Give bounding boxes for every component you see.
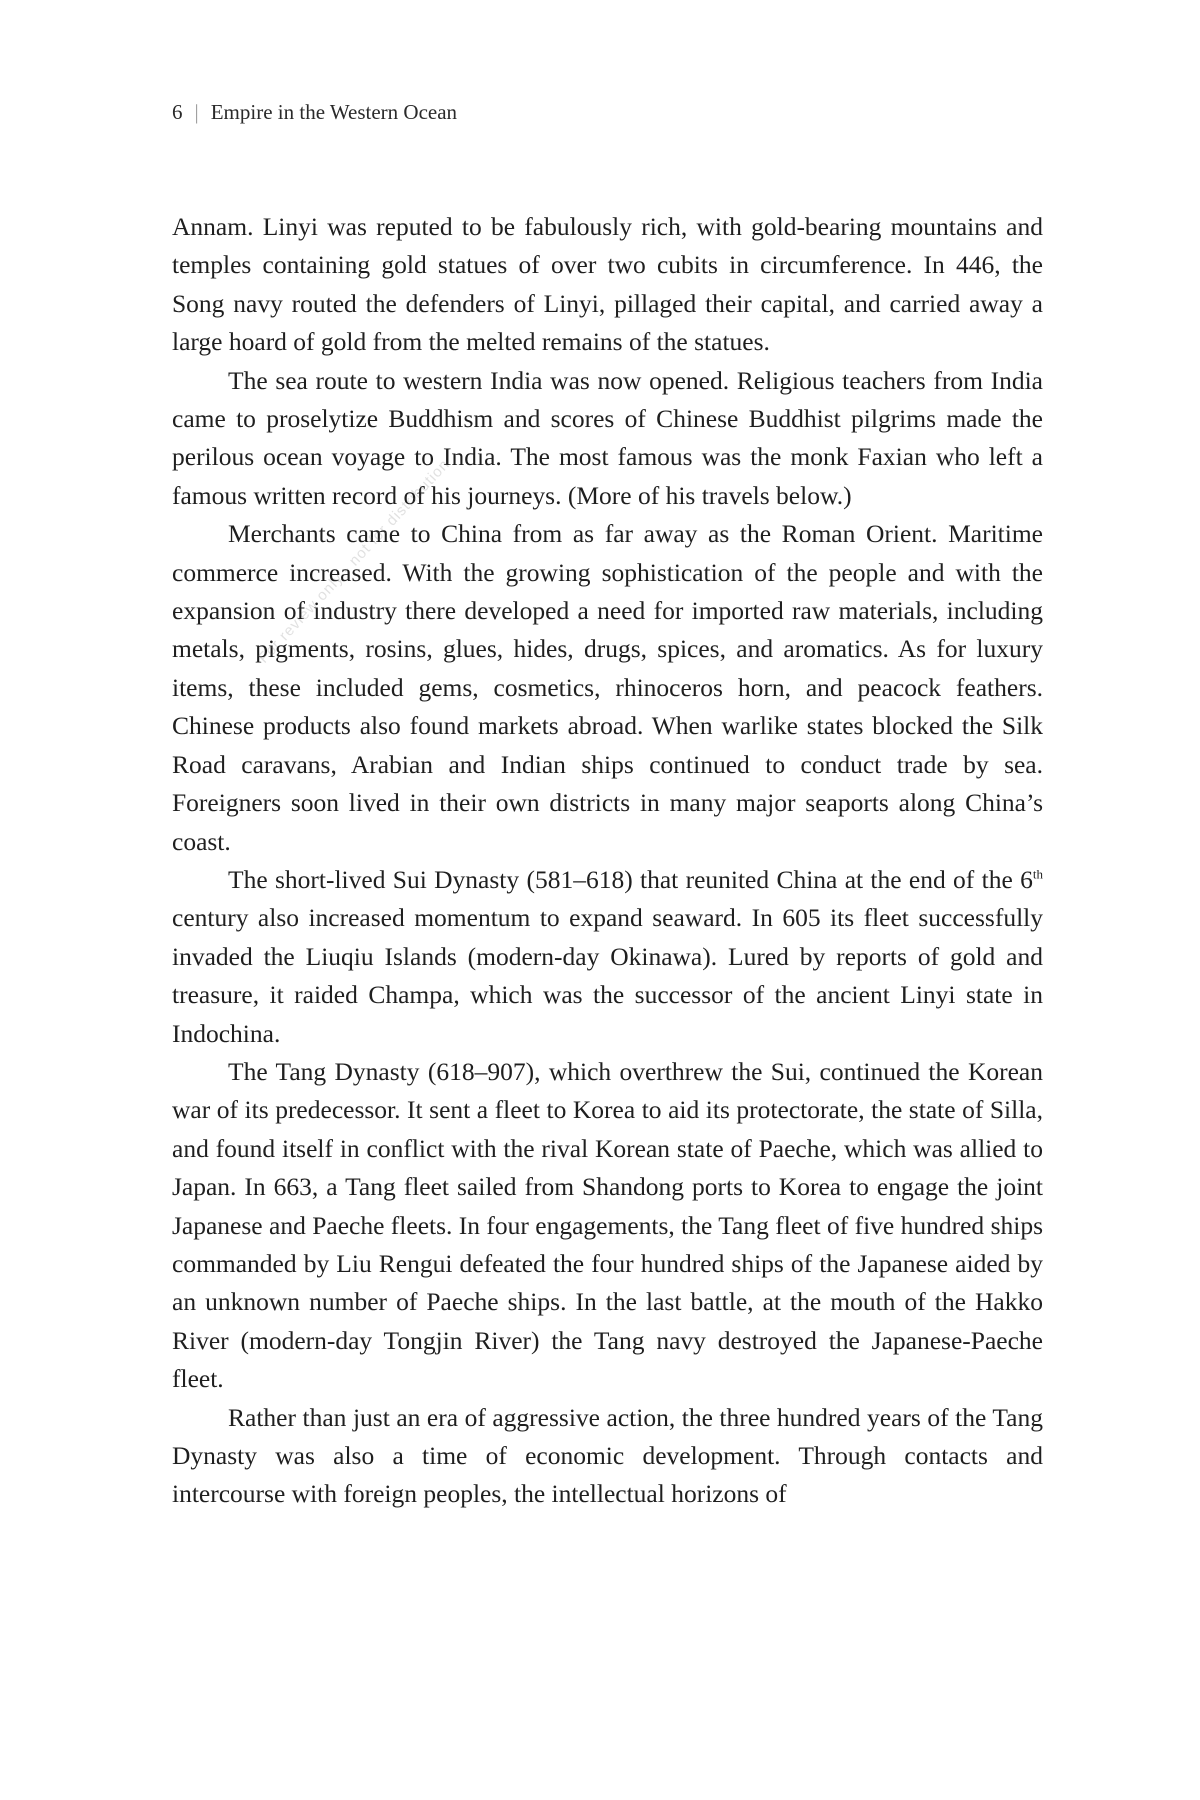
paragraph-tang-dynasty: The Tang Dynasty (618–907), which overthrew the Sui, continued the Korean war of its predecessor. It sent a fleet to Korea to aid its protectorate, the state of Silla, and found itself in conflict with the rival Korean state of Paeche, which was allied to Japan. In 663, a Tang fleet sailed from Shandong ports to Korea to engage the joint Japanese and Paeche fleets. In four engagements, the Tang fleet of five hundred ships commanded by Liu Rengui defeated the four hundred ships of the Japanese aided by an unknown number of Paeche ships. In the last battle, at the mouth of the Hakko River (modern-day Tongjin River) the Tang navy destroyed the Japanese-Paeche fleet. [172,1056,1043,1394]
paragraph-continuation: Annam. Linyi was reputed to be fabulously rich, with gold-bearing mountains and temples containing gold statues of over two cubits in circumference. In 446, the Song navy routed the defenders of Linyi, pillaged their capital, and carried away a large hoard of gold from the melted remains of the statues. [172,212,1043,357]
book-title: Empire in the Western Ocean [210,100,458,124]
body-text [172,208,1043,1514]
sui-text-after: century also increased momentum to expand seaward. In 605 its fleet successfully invaded the Liuqiu Islands (modern-day Okinawa). Lured by reports of gold and treasure, it raided Champa, which was the successor of the ancient Linyi state in Indochina. [172,903,1043,1048]
paragraph-economic-development: Rather than just an era of aggressive action, the three hundred years of the Tang Dynasty was also a time of economic development. Through contacts and intercourse with foreign peoples, the intellectual horizons of [172,1402,1043,1509]
watermark: For review only - not for distribution [255,455,454,667]
paragraph-sui-dynasty [172,861,1043,1053]
paragraph-sea-route: The sea route to western India was now opened. Religious teachers from India came to proselytize Buddhism and scores of Chinese Buddhist pilgrims made the perilous ocean voyage to India. The most famous was the monk Faxian who left a famous written record of his journeys. (More of his travels below.) [172,365,1043,510]
ordinal-superscript: th [1032,866,1043,882]
running-head [172,100,457,125]
page-number: 6 [172,100,183,124]
sui-text-before: The short-lived Sui Dynasty (581–618) that reunited China at the end of the 6 [228,864,1033,894]
header-separator: | [194,100,199,124]
paragraph-merchants: Merchants came to China from as far away as the Roman Orient. Maritime commerce increased. With the growing sophistication of the people and with the expansion of industry there developed a need for imported raw materials, including metals, pigments, rosins, glues, hides, drugs, spices, and aromatics. As for luxury items, these included gems, cosmetics, rhinoceros horn, and peacock feathers. Chinese products also found markets abroad. When warlike states blocked the Silk Road caravans, Arabian and Indian ships continued to conduct trade by sea. Foreigners soon lived in their own districts in many major seaports along China’s coast. [172,519,1043,856]
